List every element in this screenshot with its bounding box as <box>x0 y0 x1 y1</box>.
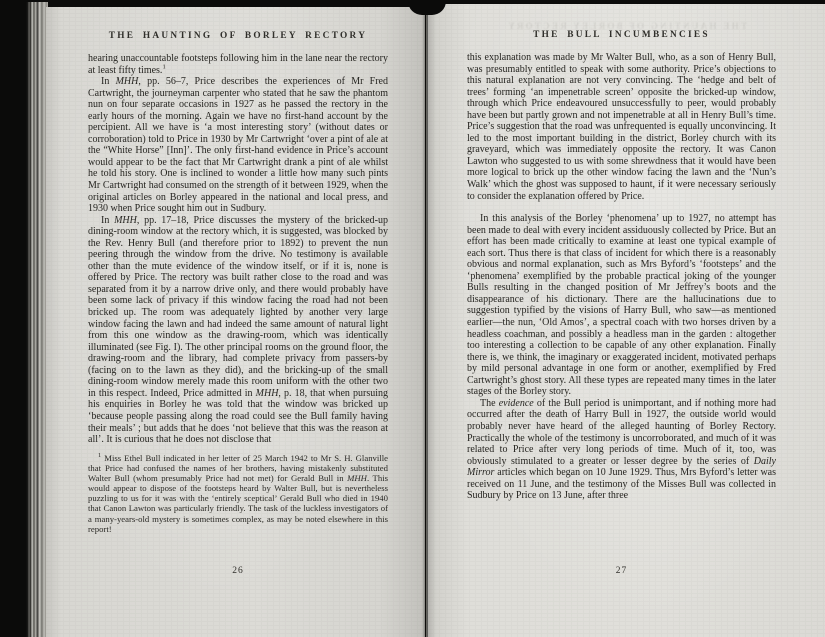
footnote: $^1$ Miss Ethel Bull indicated in her letter of 25 March 1942 to Mr S. H. Glanville that Price had confused the names of her brothers, having mistakenly substituted Walter Bull (whom presumably Price had not met) for Gerald Bull in MHH. This would appear to dispose of the footsteps heard by Walter Bull, but is nevertheless puzzling to us for it was with the ‘entirely sceptical’ Gerald Bull who died in 1940 that Canon Lawton was particularly friendly. The task of the luckless investigators of a many-years-old mystery is sometimes complex, as may be noted elsewhere in this report! <box>88 451 388 534</box>
body-text-right <box>467 52 776 502</box>
gutter-shadow <box>423 0 429 637</box>
show-through-text: THE HAUNTING OF BORLEY RECTORY <box>506 21 747 31</box>
paragraph: In this analysis of the Borley ‘phenomena’ up to 1927, no attempt has been made to deal with every incident assiduously collected by Price. But an effort has been made critically to examine at least one typical example of each sort. Thus there is that class of incident for which there is a reasonably obvious and normal explanation, such as Mrs Byford’s ‘footsteps’ and the ‘phenomena’ exemplified by the probable practical joking of the younger Bulls resulting in the changed position of Mr Jeffrey’s boots and the disappearance of his dictionary. There are the hallucinations due to suggestion typified by the visions of Harry Bull, who saw—as mentioned earlier—the nun, ‘Old Amos’, a spectral coach with two horses driven by a headless coachman, and possibly a headless man in the garden : altogether too interesting a collection to be capable of any other explanation. Finally there is, we think, the imaginary or exaggerated incident, motivated perhaps by mild personal advantage in one form or another, exemplified by Fred Cartwright’s ghost story. All these types are repeated many times in the later stages of the Borley story. <box>467 213 776 398</box>
paragraph: In MHH, pp. 17–18, Price discusses the mystery of the bricked-up dining-room window at the rectory which, it is suggested, was blocked by the Rev. Henry Bull (and therefore prior to 1892) to prevent the nun peering through the window from the drive. No testimony is available other than the mute evidence of the window itself, or if it is, none is offered by Price. The rectory was built rather close to the road and was separated from it by a narrow drive only, and there would probably have been some lack of privacy if this window facing the road had not been bricked up. The room was adequately lighted by another very large window facing the lawn and had indeed the same amount of natural light from this one window as the drawing-room, which was identically illuminated (see Fig. I). The other principal rooms on the ground floor, the drawing-room and the library, had complete privacy from passers-by (facing on to the lawn as they did), and the bricking-up of the small dining-room window merely made this room uniform with the other two in this respect. Indeed, Price admitted in MHH, p. 18, that when pursuing his enquiries in Borley he was told that the window was bricked up ‘because people passing along the road could see the Bull family having their meals’ ; but adds that he does ‘not believe that this was the reason at all’. It is curious that he does not disclose that <box>88 214 388 446</box>
page-number-left: 26 <box>232 566 244 576</box>
paragraph: In MHH, pp. 56–7, Price describes the experiences of Mr Fred Cartwright, the journeyman carpenter who stated that he saw the phantom nun on four separate occasions in 1927 as he passed the rectory in the early hours of the morning. Again we have no first-hand account by the percipient. All we have is ‘a most interesting story’ (without dates or corroboration) told to Price in 1930 by Mr Cartwright ‘over a pint of ale at the “White Horse” [Inn]’. The only first-hand evidence in Price’s account would appear to be the fact that Mr Cartwright drank a pint of ale whilst he told his story. One is inclined to wonder a little how many such pints Mr Cartwright had consumed on the strength of it between 1929, when the original articles on Borley appeared in the national and local press, and 1930 when Price sought him out in Sudbury. <box>88 76 388 215</box>
paragraph: this explanation was made by Mr Walter Bull, who, as a son of Henry Bull, was presumably entitled to speak with some authority. Price’s objections to this natural explanation are not very convincing. The ‘hedge and belt of trees’ forming ‘an impenetrable screen’ opposite the bricked-up window, through which Price endeavoured unsuccessfully to peer, would probably have been but partly grown and not impenetrable at all in Henry Bull’s time. Price’s suggestion that the road was unfrequented is equally unconvincing. It led to the most important building in the district, Borley church with its graveyard, which was immediately opposite the rectory. It was Canon Lawton who suggested to us with some shrewdness that it would have been more logical to brick up the other window facing the lawn and the ‘Nun’s Walk’ which the ghost was supposed to haunt, if it were necessary seriously to consider the explanation offered by Price. <box>467 52 776 202</box>
paragraph: The evidence of the Bull period is unimportant, and if nothing more had occurred after the death of Harry Bull in 1927, the outside world would probably never have heard of the alleged haunting of Borley Rectory. Practically the whole of the testimony is uncorroborated, and much of it was related to Price after very long periods of time. Much of it, too, was obviously stimulated to a greater or lesser degree by the series of Daily Mirror articles which began on 10 June 1929. Thus, Mrs Byford’s letter was received on 11 June, and the testimony of the Misses Bull was collected in Sudbury by Price on 13 June, after three <box>467 397 776 502</box>
left-page <box>46 7 425 637</box>
right-page <box>428 4 825 637</box>
right-text-column <box>467 30 776 502</box>
left-text-column <box>88 31 388 543</box>
page-number-right: 27 <box>615 566 628 576</box>
running-head-right: THE BULL INCUMBENCIES <box>533 30 710 40</box>
paragraph: hearing unaccountable footsteps following him in the lane near the rectory at least fifty times.$^1$ <box>88 53 388 76</box>
body-text-left <box>88 53 388 446</box>
running-head-left: THE HAUNTING OF BORLEY RECTORY <box>108 31 368 41</box>
page-edges <box>26 2 48 637</box>
